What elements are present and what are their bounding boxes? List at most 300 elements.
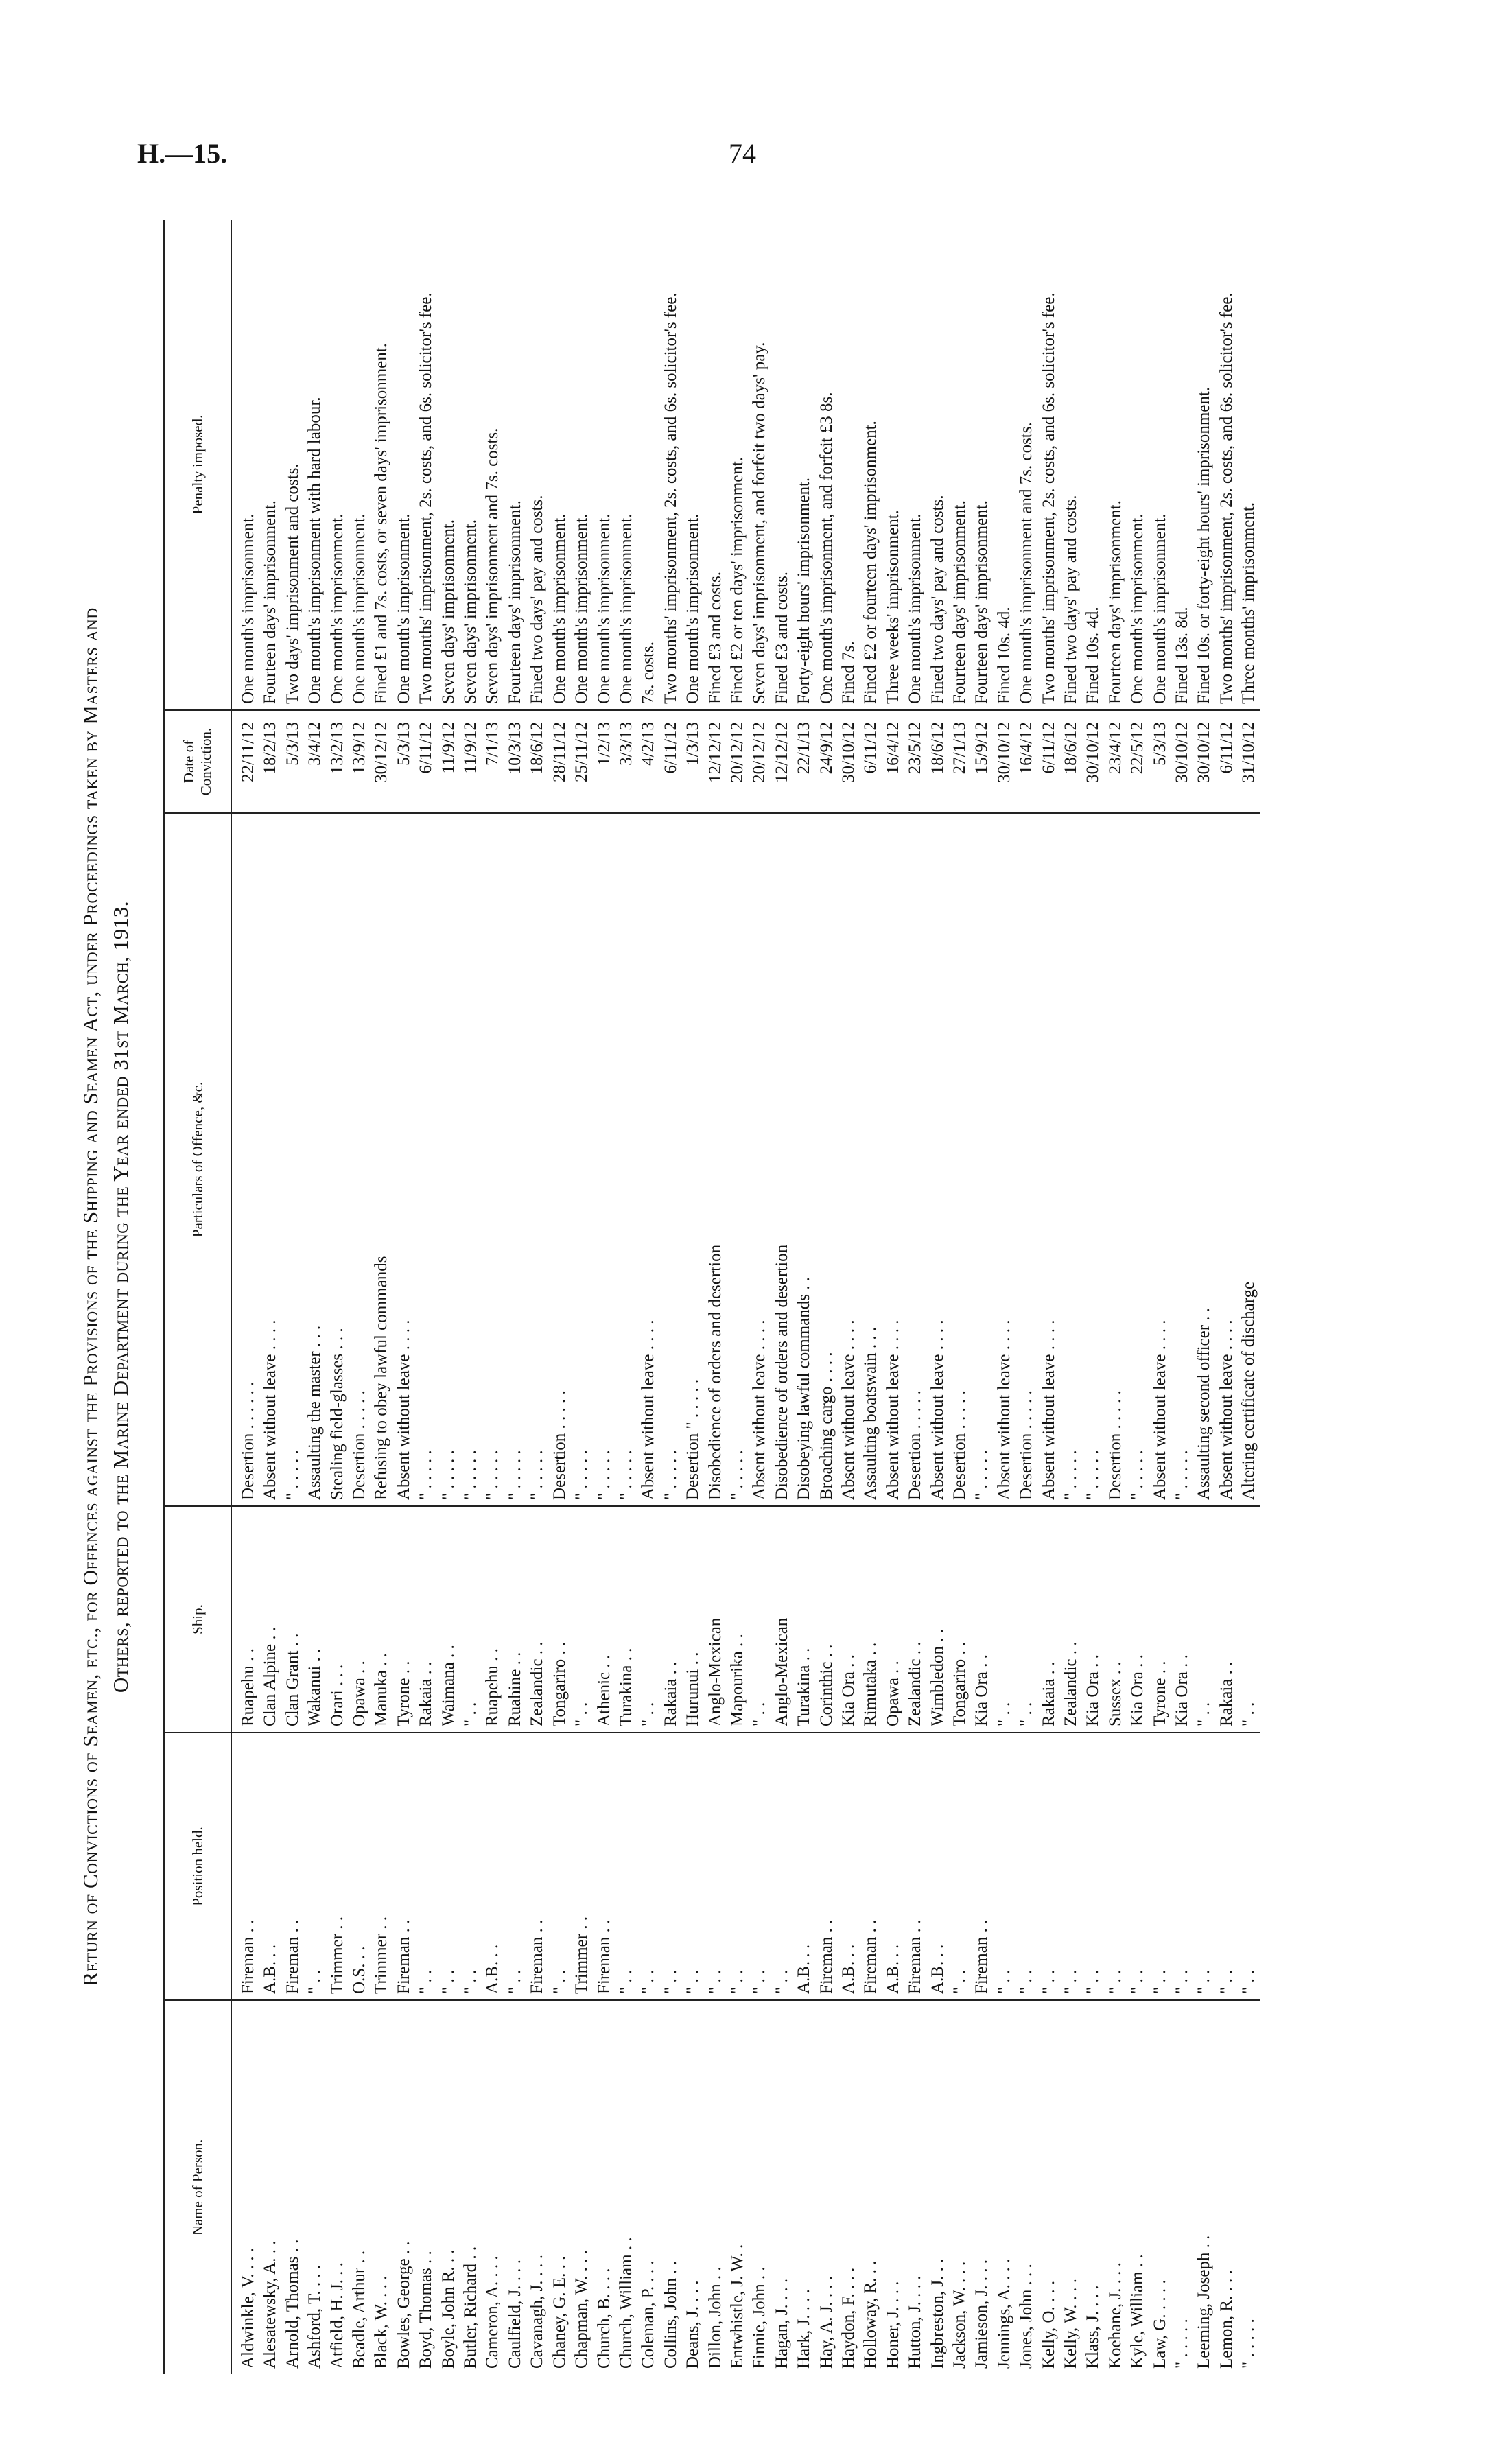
cell-offence: " . . . . . — [727, 813, 749, 1506]
cell-name: Entwhistle, J. W. . — [727, 2244, 747, 2369]
cell-name: Hark, J. . . . — [795, 2289, 814, 2369]
table-row — [660, 220, 682, 2374]
cell-date: 18/6/12 — [1060, 710, 1082, 813]
cell-penalty: One month's imprisonment. — [549, 220, 571, 710]
cell-ship: Wakanui . . — [304, 1506, 326, 1733]
cell-ship: Rakaia . . — [1038, 1506, 1060, 1733]
cell-name: Klass, J. . . . — [1083, 2285, 1103, 2369]
cell-date: 27/1/13 — [949, 710, 971, 813]
cell-position: " . . — [1193, 1733, 1215, 2000]
page-number: 74 — [729, 138, 756, 169]
table-row — [860, 220, 882, 2374]
cell-date: 22/5/12 — [1127, 710, 1149, 813]
cell-date: 30/10/12 — [994, 710, 1015, 813]
col-header-name: Name of Person. — [164, 2000, 231, 2374]
cell-name: Kyle, William . . — [1128, 2254, 1147, 2369]
cell-date: 30/10/12 — [1082, 710, 1104, 813]
cell-name: Dillon, John . . — [705, 2266, 725, 2369]
cell-date: 12/12/12 — [705, 710, 727, 813]
cell-penalty: One month's imprisonment with hard labour. — [304, 220, 326, 710]
cell-offence: " . . . . . — [660, 813, 682, 1506]
cell-position: Trimmer . . — [327, 1733, 349, 2000]
cell-position: " . . — [1149, 1733, 1171, 2000]
cell-penalty: Fined 7s. — [838, 220, 860, 710]
table-row — [749, 220, 771, 2374]
cell-date: 7/1/13 — [482, 710, 504, 813]
cell-name: Bowles, George . . — [394, 2241, 413, 2369]
rotated-page-content — [75, 220, 1393, 2374]
cell-date: 5/3/13 — [282, 710, 304, 813]
cell-penalty: One month's imprisonment. — [904, 220, 926, 710]
cell-ship: Clan Alpine . . — [259, 1506, 281, 1733]
cell-position: Fireman . . — [231, 1733, 259, 2000]
cell-name: Haydon, F. . . . — [838, 2267, 858, 2369]
cell-penalty: Seven days' imprisonment. — [460, 220, 482, 710]
cell-penalty: Fined 10s. or forty-eight hours' imprisonment. — [1193, 220, 1215, 710]
cell-offence: Absent without leave . . . . — [882, 813, 904, 1506]
cell-position: " . . — [949, 1733, 971, 2000]
cell-position: " . . — [1216, 1733, 1238, 2000]
cell-position: A.B. . . — [482, 1733, 504, 2000]
cell-position: Fireman . . — [594, 1733, 615, 2000]
cell-position: " . . — [1127, 1733, 1149, 2000]
cell-offence: Disobeying lawful commands . . — [793, 813, 815, 1506]
cell-date: 6/11/12 — [1038, 710, 1060, 813]
cell-position: " . . — [460, 1733, 482, 2000]
cell-date: 11/9/12 — [438, 710, 460, 813]
cell-penalty: Two days' imprisonment and costs. — [282, 220, 304, 710]
table-row — [1193, 220, 1215, 2374]
cell-name: Church, B. . . . — [594, 2268, 613, 2369]
cell-date: 10/3/13 — [504, 710, 526, 813]
cell-ship: Clan Grant . . — [282, 1506, 304, 1733]
cell-position: Fireman . . — [526, 1733, 548, 2000]
cell-date: 6/11/12 — [660, 710, 682, 813]
cell-ship: Orari . . . — [327, 1506, 349, 1733]
cell-name: Hay, A. J. . . . — [817, 2275, 836, 2369]
cell-position: Fireman . . — [904, 1733, 926, 2000]
table-row — [1060, 220, 1082, 2374]
cell-ship: Hurunui . . — [682, 1506, 704, 1733]
table-row — [259, 220, 281, 2374]
cell-date: 30/10/12 — [1193, 710, 1215, 813]
cell-ship: Zealandic . . — [1060, 1506, 1082, 1733]
col-header-position: Position held. — [164, 1733, 231, 2000]
cell-position: A.B. . . — [838, 1733, 860, 2000]
cell-penalty: Two months' imprisonment, 2s. costs, and 6s. solicitor's fee. — [1216, 220, 1238, 710]
table-row — [1238, 220, 1260, 2374]
cell-penalty: Seven days' imprisonment. — [438, 220, 460, 710]
cell-ship: Mapourika . . — [727, 1506, 749, 1733]
cell-position: " . . — [1171, 1733, 1193, 2000]
cell-ship: Zealandic . . — [526, 1506, 548, 1733]
cell-name: Butler, Richard . . — [461, 2246, 480, 2369]
cell-date: 23/5/12 — [904, 710, 926, 813]
cell-offence: Desertion . . . . . — [949, 813, 971, 1506]
cell-name: Cavanagh, J. . . . — [528, 2255, 547, 2369]
cell-ship: Tongariro . . — [549, 1506, 571, 1733]
cell-ship: Ruahine . . — [504, 1506, 526, 1733]
cell-ship: Ruapehu . . — [231, 1506, 259, 1733]
table-row — [371, 220, 392, 2374]
cell-penalty: Three weeks' imprisonment. — [882, 220, 904, 710]
cell-penalty: Two months' imprisonment, 2s. costs, and 6s. solicitor's fee. — [415, 220, 437, 710]
cell-ship: " . . — [460, 1506, 482, 1733]
cell-position: " . . — [1082, 1733, 1104, 2000]
cell-name: Caulfield, J. . . . — [505, 2259, 524, 2369]
cell-name: " . . . . . — [1239, 2319, 1258, 2369]
cell-name: Kelly, O. . . . — [1039, 2280, 1058, 2369]
cell-ship: Kia Ora . . — [1127, 1506, 1149, 1733]
cell-date: 16/4/12 — [882, 710, 904, 813]
cell-name: Hagan, J. . . . — [772, 2278, 791, 2369]
title-line-1: Return of Convictions of Seamen, etc., for Offences against the Provisions of the Shipping and Seamen Act, under Proceedings taken by Masters and — [78, 607, 102, 1986]
cell-offence: Stealing field-glasses . . . — [327, 813, 349, 1506]
cell-date: 1/3/13 — [682, 710, 704, 813]
cell-date: 6/11/12 — [1216, 710, 1238, 813]
cell-position: Fireman . . — [393, 1733, 415, 2000]
table-row — [904, 220, 926, 2374]
table-row — [793, 220, 815, 2374]
col-header-offence: Particulars of Offence, &c. — [164, 813, 231, 1506]
cell-ship: Anglo-Mexican — [771, 1506, 793, 1733]
cell-position: " . . — [771, 1733, 793, 2000]
table-row — [949, 220, 971, 2374]
cell-penalty: Fined £2 or ten days' imprisonment. — [727, 220, 749, 710]
cell-name: Ingbreston, J. . . — [928, 2258, 947, 2369]
cell-ship: Turakina . . — [615, 1506, 637, 1733]
cell-position: " . . — [660, 1733, 682, 2000]
cell-offence: Absent without leave . . . . — [259, 813, 281, 1506]
cell-ship: Rimutaka . . — [860, 1506, 882, 1733]
cell-position: O.S. . . — [349, 1733, 371, 2000]
title-line-2: Others, reported to the Marine Department during the Year ended 31st March, 1913. — [108, 900, 132, 1693]
cell-name: Boyd, Thomas . . — [416, 2251, 436, 2369]
cell-name: Jackson, W. . . . — [950, 2261, 969, 2369]
table-row — [682, 220, 704, 2374]
cell-offence: Absent without leave . . . . — [838, 813, 860, 1506]
cell-date: 3/4/12 — [304, 710, 326, 813]
cell-offence: Refusing to obey lawful commands — [371, 813, 392, 1506]
cell-position: A.B. . . — [927, 1733, 949, 2000]
cell-position: Fireman . . — [816, 1733, 838, 2000]
col-header-penalty: Penalty imposed. — [164, 220, 231, 710]
cell-date: 18/2/13 — [259, 710, 281, 813]
cell-penalty: One month's imprisonment. — [615, 220, 637, 710]
cell-penalty: One month's imprisonment. — [594, 220, 615, 710]
cell-ship: Turakina . . — [793, 1506, 815, 1733]
cell-penalty: Fined £3 and costs. — [705, 220, 727, 710]
cell-name: Church, William . . — [616, 2237, 635, 2369]
cell-position: " . . — [504, 1733, 526, 2000]
cell-offence: Desertion . . . . . . — [231, 813, 259, 1506]
cell-penalty: Fourteen days' imprisonment. — [504, 220, 526, 710]
cell-name: Jones, John . . . — [1017, 2264, 1036, 2369]
cell-ship: Kia Ora . . — [1082, 1506, 1104, 1733]
cell-ship: Tongariro . . — [949, 1506, 971, 1733]
col-header-date: Date of Conviction. — [164, 710, 231, 813]
cell-offence: Absent without leave . . . . — [393, 813, 415, 1506]
cell-penalty: Fined 10s. 4d. — [1082, 220, 1104, 710]
cell-penalty: One month's imprisonment. — [682, 220, 704, 710]
cell-penalty: One month's imprisonment. — [571, 220, 593, 710]
cell-offence: Disobedience of orders and desertion — [771, 813, 793, 1506]
cell-name: Hutton, J. . . . — [906, 2275, 925, 2369]
cell-penalty: Seven days' imprisonment, and forfeit two days' pay. — [749, 220, 771, 710]
cell-offence: Absent without leave . . . . — [637, 813, 659, 1506]
cell-penalty: Fined two days' pay and costs. — [1060, 220, 1082, 710]
cell-offence: Absent without leave . . . . — [1038, 813, 1060, 1506]
cell-ship: Ruapehu . . — [482, 1506, 504, 1733]
cell-name: Aldwinkle, V. . . . — [239, 2247, 257, 2369]
cell-penalty: Fined 13s. 8d. — [1171, 220, 1193, 710]
cell-offence: " . . . . . — [1082, 813, 1104, 1506]
cell-ship: " . . — [1015, 1506, 1037, 1733]
cell-offence: Desertion . . . . . — [904, 813, 926, 1506]
cell-offence: " . . . . . — [504, 813, 526, 1506]
table-row — [327, 220, 349, 2374]
cell-date: 1/2/13 — [594, 710, 615, 813]
cell-date: 15/9/12 — [971, 710, 993, 813]
cell-position: " . . — [1015, 1733, 1037, 2000]
cell-ship: Zealandic . . — [904, 1506, 926, 1733]
cell-position: Trimmer . . — [371, 1733, 392, 2000]
cell-position: " . . — [727, 1733, 749, 2000]
table-row — [705, 220, 727, 2374]
table-row — [282, 220, 304, 2374]
table-row — [1105, 220, 1127, 2374]
cell-name: Kelly, W. . . . — [1061, 2278, 1081, 2369]
cell-penalty: Fined 10s. 4d. — [994, 220, 1015, 710]
cell-offence: Absent without leave . . . . — [994, 813, 1015, 1506]
cell-ship: " . . — [637, 1506, 659, 1733]
cell-name: Arnold, Thomas . . — [283, 2239, 302, 2369]
cell-ship: Wimbledon . . — [927, 1506, 949, 1733]
table-row — [637, 220, 659, 2374]
cell-offence: " . . . . . — [571, 813, 593, 1506]
cell-position: A.B. . . — [259, 1733, 281, 2000]
table-row — [526, 220, 548, 2374]
cell-position: A.B. . . — [793, 1733, 815, 2000]
cell-date: 31/10/12 — [1238, 710, 1260, 813]
cell-date: 18/6/12 — [526, 710, 548, 813]
cell-name: Chapman, W. . . . — [572, 2250, 591, 2369]
table-row — [415, 220, 437, 2374]
cell-name: Koehane, J. . . . — [1105, 2262, 1125, 2369]
cell-name: " . . . . . — [1173, 2319, 1192, 2369]
table-body — [231, 220, 1260, 2374]
cell-offence: " . . . . . — [971, 813, 993, 1506]
cell-date: 16/4/12 — [1015, 710, 1037, 813]
cell-ship: Sussex . . — [1105, 1506, 1127, 1733]
table-row — [727, 220, 749, 2374]
cell-position: Fireman . . — [282, 1733, 304, 2000]
cell-offence: " . . . . . — [415, 813, 437, 1506]
cell-offence: " . . . . . — [615, 813, 637, 1506]
table-row — [460, 220, 482, 2374]
cell-penalty: Fourteen days' imprisonment. — [1105, 220, 1127, 710]
cell-offence: " . . . . . — [1060, 813, 1082, 1506]
cell-penalty: Fined £2 or fourteen days' imprisonment. — [860, 220, 882, 710]
cell-date: 25/11/12 — [571, 710, 593, 813]
cell-penalty: Three months' imprisonment. — [1238, 220, 1260, 710]
table-row — [1038, 220, 1060, 2374]
cell-offence: " . . . . . — [282, 813, 304, 1506]
cell-date: 20/12/12 — [749, 710, 771, 813]
cell-ship: Kia Ora . . — [838, 1506, 860, 1733]
cell-ship: " . . — [749, 1506, 771, 1733]
table-row — [1171, 220, 1193, 2374]
cell-position: A.B. . . — [882, 1733, 904, 2000]
document-code: H.—15. — [137, 138, 228, 169]
cell-penalty: Fourteen days' imprisonment. — [971, 220, 993, 710]
cell-position: " . . — [1105, 1733, 1127, 2000]
cell-penalty: Fourteen days' imprisonment. — [949, 220, 971, 710]
cell-offence: " . . . . . — [526, 813, 548, 1506]
cell-date: 23/4/12 — [1105, 710, 1127, 813]
cell-name: Cameron, A. . . . — [483, 2255, 502, 2369]
cell-offence: Absent without leave . . . . — [927, 813, 949, 1506]
header-row — [164, 220, 231, 2374]
cell-ship: Rakaia . . — [1216, 1506, 1238, 1733]
cell-offence: Assaulting the master . . . — [304, 813, 326, 1506]
cell-ship: Tyrone . . — [393, 1506, 415, 1733]
cell-date: 22/11/12 — [231, 710, 259, 813]
cell-name: Beadle, Arthur . . — [350, 2250, 369, 2369]
convictions-table — [163, 220, 1260, 2374]
cell-position: " . . — [615, 1733, 637, 2000]
table-row — [971, 220, 993, 2374]
table-row — [571, 220, 593, 2374]
cell-date: 20/12/12 — [727, 710, 749, 813]
cell-ship: Athenic . . — [594, 1506, 615, 1733]
cell-name: Leeming, Joseph . . — [1195, 2235, 1214, 2369]
cell-date: 28/11/12 — [549, 710, 571, 813]
cell-name: Holloway, R. . . — [861, 2260, 880, 2369]
table-row — [482, 220, 504, 2374]
cell-penalty: One month's imprisonment and 7s. costs. — [1015, 220, 1037, 710]
cell-offence: Disobedience of orders and desertion — [705, 813, 727, 1506]
cell-name: Deans, J. . . . — [683, 2280, 703, 2369]
cell-ship: Corinthic . . — [816, 1506, 838, 1733]
cell-offence: " . . . . . — [438, 813, 460, 1506]
cell-name: Collins, John . . — [661, 2261, 680, 2369]
cell-date: 3/3/13 — [615, 710, 637, 813]
cell-position: " . . — [994, 1733, 1015, 2000]
cell-offence: " . . . . . — [594, 813, 615, 1506]
table-row — [349, 220, 371, 2374]
cell-name: Atfield, H. J. . . — [327, 2262, 347, 2369]
cell-position: " . . — [705, 1733, 727, 2000]
cell-name: Lemon, R. . . . — [1217, 2270, 1236, 2369]
cell-penalty: One month's imprisonment. — [1127, 220, 1149, 710]
cell-offence: Desertion . . . . . — [549, 813, 571, 1506]
cell-ship: Kia Ora . . — [971, 1506, 993, 1733]
table-row — [816, 220, 838, 2374]
cell-position: " . . — [549, 1733, 571, 2000]
cell-penalty: One month's imprisonment. — [349, 220, 371, 710]
cell-offence: " . . . . . — [1127, 813, 1149, 1506]
cell-position: " . . — [438, 1733, 460, 2000]
cell-name: Honer, J. . . . — [883, 2281, 902, 2369]
cell-offence: Desertion . . . . . — [1105, 813, 1127, 1506]
table-row — [615, 220, 637, 2374]
cell-offence: Broaching cargo . . . . — [816, 813, 838, 1506]
cell-penalty: Forty-eight hours' imprisonment. — [793, 220, 815, 710]
cell-offence: Desertion . . . . . — [1015, 813, 1037, 1506]
cell-ship: Opawa . . — [882, 1506, 904, 1733]
cell-ship: Tyrone . . — [1149, 1506, 1171, 1733]
cell-ship: Manuka . . — [371, 1506, 392, 1733]
cell-penalty: Fourteen days' imprisonment. — [259, 220, 281, 710]
cell-offence: " . . . . . — [482, 813, 504, 1506]
cell-penalty: Two months' imprisonment, 2s. costs, and 6s. solicitor's fee. — [1038, 220, 1060, 710]
cell-ship: Rakaia . . — [660, 1506, 682, 1733]
table-row — [927, 220, 949, 2374]
cell-penalty: Two months' imprisonment, 2s. costs, and 6s. solicitor's fee. — [660, 220, 682, 710]
cell-offence: Desertion . . . . . — [349, 813, 371, 1506]
table-row — [1216, 220, 1238, 2374]
cell-ship: " . . — [994, 1506, 1015, 1733]
cell-name: Coleman, P. . . . — [639, 2260, 658, 2369]
cell-ship: Opawa . . — [349, 1506, 371, 1733]
cell-penalty: Seven days' imprisonment and 7s. costs. — [482, 220, 504, 710]
cell-offence: Absent without leave . . . . — [1216, 813, 1238, 1506]
cell-date: 24/9/12 — [816, 710, 838, 813]
cell-offence: Assaulting boatswain . . . — [860, 813, 882, 1506]
table-row — [1015, 220, 1037, 2374]
table-row — [549, 220, 571, 2374]
cell-name: Chaney, G. E. . . — [550, 2255, 569, 2369]
cell-penalty: One month's imprisonment, and forfeit £3 8s. — [816, 220, 838, 710]
cell-offence: " . . . . . — [1171, 813, 1193, 1506]
cell-penalty: One month's imprisonment. — [1149, 220, 1171, 710]
cell-offence: Desertion " . . . . . — [682, 813, 704, 1506]
cell-name: Jamieson, J. . . . — [972, 2259, 991, 2369]
table-row — [771, 220, 793, 2374]
cell-name: Alesatewsky, A. . . — [261, 2240, 280, 2369]
cell-position: " . . — [1238, 1733, 1260, 2000]
cell-date: 12/12/12 — [771, 710, 793, 813]
cell-offence: Assaulting second officer . . — [1193, 813, 1215, 1506]
cell-position: Fireman . . — [860, 1733, 882, 2000]
cell-date: 11/9/12 — [460, 710, 482, 813]
cell-date: 18/6/12 — [927, 710, 949, 813]
cell-name: Finnie, John . . — [750, 2266, 769, 2369]
cell-offence: Absent without leave . . . . — [749, 813, 771, 1506]
cell-ship: Kia Ora . . — [1171, 1506, 1193, 1733]
cell-ship: " . . — [1238, 1506, 1260, 1733]
table-row — [304, 220, 326, 2374]
table-row — [994, 220, 1015, 2374]
cell-date: 30/12/12 — [371, 710, 392, 813]
cell-penalty: Fined two days' pay and costs. — [927, 220, 949, 710]
cell-ship: Anglo-Mexican — [705, 1506, 727, 1733]
cell-date: 13/9/12 — [349, 710, 371, 813]
cell-ship: " . . — [1193, 1506, 1215, 1733]
table-row — [1149, 220, 1171, 2374]
cell-offence: " . . . . . — [460, 813, 482, 1506]
cell-position: " . . — [749, 1733, 771, 2000]
cell-ship: " . . — [571, 1506, 593, 1733]
cell-name: Jennings, A. . . . — [994, 2258, 1013, 2369]
cell-date: 5/3/13 — [393, 710, 415, 813]
cell-name: Ashford, T. . . . — [305, 2264, 325, 2369]
cell-ship: Rakaia . . — [415, 1506, 437, 1733]
cell-ship: Waimana . . — [438, 1506, 460, 1733]
cell-name: Law, G. . . . . — [1150, 2279, 1169, 2369]
cell-penalty: 7s. costs. — [637, 220, 659, 710]
